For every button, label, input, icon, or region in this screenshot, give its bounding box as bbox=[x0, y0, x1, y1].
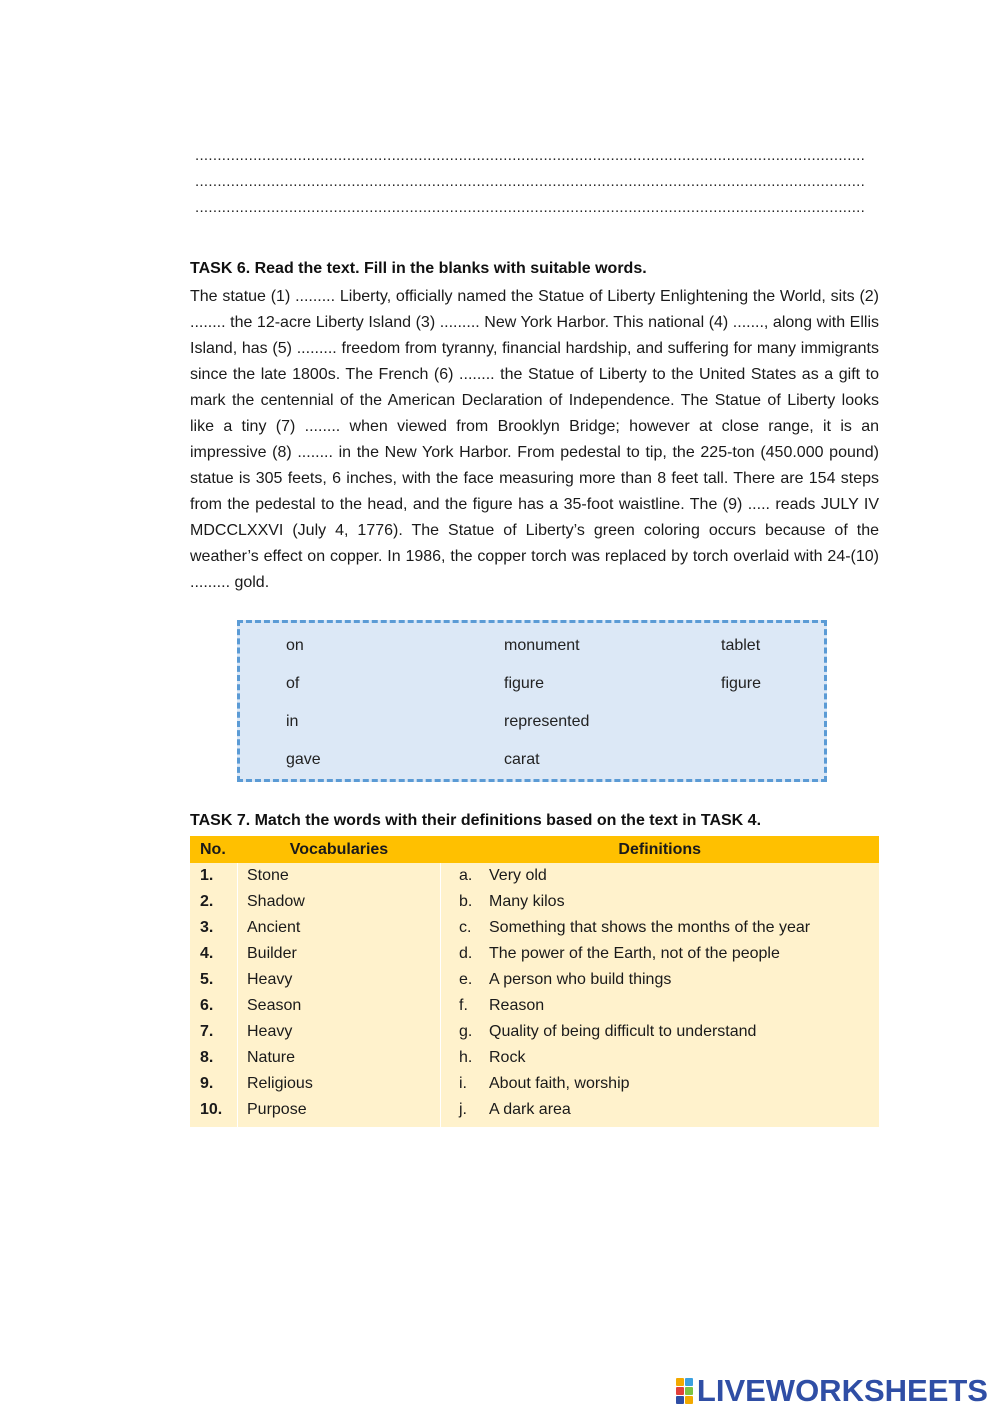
row-vocabulary: Season bbox=[238, 993, 441, 1019]
row-definition bbox=[441, 941, 880, 967]
row-definition bbox=[441, 967, 880, 993]
word-box-item: figure bbox=[504, 675, 545, 692]
answer-line-2[interactable]: ...................................................................................................................................................... bbox=[195, 173, 866, 190]
definition-letter: c. bbox=[459, 919, 472, 936]
row-vocabulary: Ancient bbox=[238, 915, 441, 941]
table-row bbox=[190, 1071, 879, 1097]
table-row bbox=[190, 889, 879, 915]
row-definition bbox=[441, 889, 880, 915]
row-vocabulary: Purpose bbox=[238, 1097, 441, 1127]
row-definition bbox=[441, 1097, 880, 1127]
word-box-item: gave bbox=[286, 751, 321, 768]
definition-text: Very old bbox=[489, 867, 547, 884]
task6-passage: The statue (1) ......... Liberty, officially named the Statue of Liberty Enlightening the World, sits (2) ........ the 12-acre Liberty Island (3) ......... New York Harbor. This national (4) ......., along with Ellis Island, has (5) ......... freedom from tyranny, financial hardship, and suffering for many immigrants since the late 1800s. The French (6) ........ the Statue of Liberty to the United States as a gift to mark the centennial of the American Declaration of Independence. The Statue of Liberty looks like a tiny (7) ........ when viewed from Brooklyn Bridge; however at close range, it is an impressive (8) ........ in the New York Harbor. From pedestal to tip, the 225-ton (450.000 pound) statue is 305 feets, 6 inches, with the face measuring more than 8 feet tall. There are 154 steps from the pedestal to the head, and the figure has a 35-foot waistline. The (9) ..... reads JULY IV MDCCLXXVI (July 4, 1776). The Statue of Liberty’s green coloring occurs because of the weather’s effect on copper. In 1986, the copper torch was replaced by torch overlaid with 24-(10) ......... gold. bbox=[190, 288, 879, 591]
header-no: No. bbox=[190, 836, 238, 863]
definition-text: Quality of being difficult to understand bbox=[489, 1023, 757, 1040]
header-definitions: Definitions bbox=[441, 836, 880, 863]
row-number: 4. bbox=[190, 941, 238, 967]
definition-letter: h. bbox=[459, 1049, 473, 1066]
row-definition bbox=[441, 863, 880, 889]
table-row bbox=[190, 915, 879, 941]
definition-text: About faith, worship bbox=[489, 1075, 630, 1092]
row-definition bbox=[441, 1045, 880, 1071]
table-row bbox=[190, 1019, 879, 1045]
definition-letter: i. bbox=[459, 1075, 467, 1092]
word-box-item: of bbox=[286, 675, 300, 692]
word-box-item: in bbox=[286, 713, 299, 730]
task7-title: TASK 7. Match the words with their definitions based on the text in TASK 4. bbox=[190, 812, 762, 829]
answer-line-1[interactable]: ...................................................................................................................................................... bbox=[195, 147, 866, 164]
word-box-item: carat bbox=[504, 751, 540, 768]
row-number: 3. bbox=[190, 915, 238, 941]
definition-letter: e. bbox=[459, 971, 473, 988]
row-number: 9. bbox=[190, 1071, 238, 1097]
definition-text: Many kilos bbox=[489, 893, 565, 910]
task6-title: TASK 6. Read the text. Fill in the blanks with suitable words. bbox=[190, 260, 647, 277]
definition-text: Something that shows the months of the year bbox=[489, 919, 811, 936]
table-row bbox=[190, 967, 879, 993]
table-row bbox=[190, 863, 879, 889]
definition-letter: f. bbox=[459, 997, 468, 1014]
liveworksheets-logo bbox=[676, 1374, 988, 1408]
word-box-item: tablet bbox=[721, 637, 761, 654]
row-vocabulary: Nature bbox=[238, 1045, 441, 1071]
definition-text: The power of the Earth, not of the people bbox=[489, 945, 780, 962]
definition-letter: d. bbox=[459, 945, 473, 962]
word-box-item: monument bbox=[504, 637, 580, 654]
table-row bbox=[190, 993, 879, 1019]
table-row bbox=[190, 1045, 879, 1071]
row-number: 10. bbox=[190, 1097, 238, 1127]
row-vocabulary: Heavy bbox=[238, 967, 441, 993]
row-definition bbox=[441, 1019, 880, 1045]
row-definition bbox=[441, 993, 880, 1019]
definition-text: Reason bbox=[489, 997, 545, 1014]
logo-mark-icon bbox=[676, 1378, 693, 1404]
row-vocabulary: Heavy bbox=[238, 1019, 441, 1045]
table-header-row bbox=[190, 836, 879, 863]
row-vocabulary: Religious bbox=[238, 1071, 441, 1097]
row-number: 8. bbox=[190, 1045, 238, 1071]
row-number: 6. bbox=[190, 993, 238, 1019]
row-number: 5. bbox=[190, 967, 238, 993]
header-vocabularies: Vocabularies bbox=[238, 836, 441, 863]
logo-text: LIVEWORKSHEETS bbox=[696, 1373, 988, 1408]
matching-table bbox=[190, 836, 879, 1127]
definition-letter: b. bbox=[459, 893, 473, 910]
answer-line-3[interactable]: ...................................................................................................................................................... bbox=[195, 199, 866, 216]
definition-text: A dark area bbox=[489, 1101, 571, 1118]
row-number: 7. bbox=[190, 1019, 238, 1045]
definition-letter: g. bbox=[459, 1023, 473, 1040]
word-box-item: on bbox=[286, 637, 304, 654]
definition-letter: a. bbox=[459, 867, 473, 884]
row-definition bbox=[441, 915, 880, 941]
word-box-item: figure bbox=[721, 675, 762, 692]
row-number: 1. bbox=[190, 863, 238, 889]
word-box-item: represented bbox=[504, 713, 590, 730]
table-row bbox=[190, 1097, 879, 1127]
definition-text: A person who build things bbox=[489, 971, 672, 988]
word-box bbox=[237, 620, 827, 782]
row-definition bbox=[441, 1071, 880, 1097]
definition-letter: j. bbox=[459, 1101, 467, 1118]
row-vocabulary: Shadow bbox=[238, 889, 441, 915]
table-row bbox=[190, 941, 879, 967]
row-vocabulary: Builder bbox=[238, 941, 441, 967]
definition-text: Rock bbox=[489, 1049, 526, 1066]
row-number: 2. bbox=[190, 889, 238, 915]
row-vocabulary: Stone bbox=[238, 863, 441, 889]
